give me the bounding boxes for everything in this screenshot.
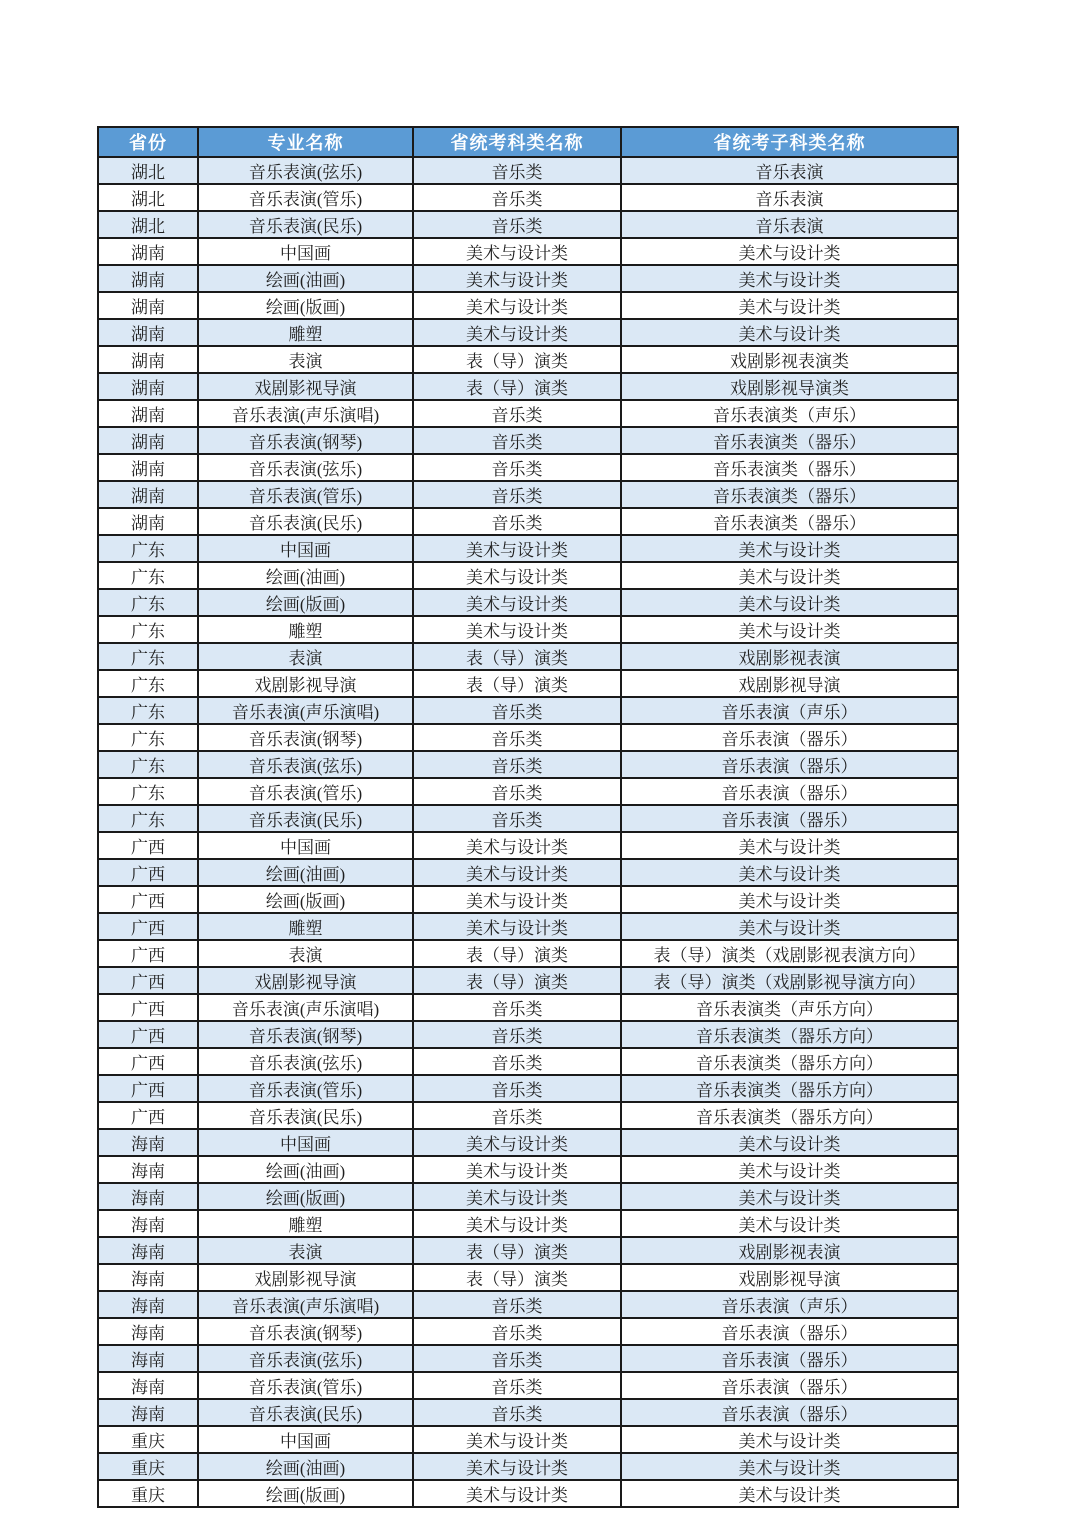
- table-cell: 广西: [98, 886, 198, 913]
- header-cell-major-name: 专业名称: [198, 127, 413, 157]
- table-cell: 广东: [98, 805, 198, 832]
- table-cell: 美术与设计类: [621, 1453, 958, 1480]
- table-cell: 音乐类: [413, 157, 621, 184]
- table-cell: 广东: [98, 670, 198, 697]
- table-cell: 音乐表演(弦乐): [198, 157, 413, 184]
- table-cell: 音乐类: [413, 778, 621, 805]
- table-row: [98, 1210, 958, 1237]
- table-row: [98, 1399, 958, 1426]
- table-cell: 音乐类: [413, 724, 621, 751]
- table-cell: 音乐表演(管乐): [198, 481, 413, 508]
- table-cell: 中国画: [198, 535, 413, 562]
- table-cell: 美术与设计类: [621, 319, 958, 346]
- table-row: [98, 1480, 958, 1507]
- table-cell: 美术与设计类: [621, 1426, 958, 1453]
- table-cell: 湖北: [98, 184, 198, 211]
- table-row: [98, 265, 958, 292]
- table-cell: 戏剧影视导演: [198, 1264, 413, 1291]
- table-cell: 雕塑: [198, 616, 413, 643]
- table-cell: 戏剧影视表演: [621, 1237, 958, 1264]
- table-cell: 湖南: [98, 292, 198, 319]
- table-cell: 音乐表演类（器乐方向）: [621, 1075, 958, 1102]
- table-cell: 海南: [98, 1237, 198, 1264]
- table-cell: 绘画(油画): [198, 859, 413, 886]
- table-cell: 音乐表演(声乐演唱): [198, 994, 413, 1021]
- table-cell: 中国画: [198, 1426, 413, 1453]
- table-cell: 美术与设计类: [621, 832, 958, 859]
- table-cell: 音乐表演（器乐）: [621, 1345, 958, 1372]
- table-cell: 音乐表演(民乐): [198, 211, 413, 238]
- table-cell: 音乐表演(管乐): [198, 1372, 413, 1399]
- table-row: [98, 1453, 958, 1480]
- table-cell: 广西: [98, 1075, 198, 1102]
- table-row: [98, 508, 958, 535]
- table-cell: 表演: [198, 1237, 413, 1264]
- table-cell: 音乐类: [413, 1102, 621, 1129]
- table-cell: 重庆: [98, 1480, 198, 1507]
- table-cell: 美术与设计类: [413, 562, 621, 589]
- table-cell: 美术与设计类: [621, 616, 958, 643]
- table-cell: 湖南: [98, 346, 198, 373]
- table-header-row: [98, 127, 958, 157]
- table-cell: 绘画(油画): [198, 1453, 413, 1480]
- table-cell: 音乐表演类（器乐）: [621, 508, 958, 535]
- table-cell: 美术与设计类: [413, 1426, 621, 1453]
- table-cell: 音乐类: [413, 1048, 621, 1075]
- table-cell: 音乐表演(声乐演唱): [198, 1291, 413, 1318]
- table-cell: 美术与设计类: [621, 1156, 958, 1183]
- table-cell: 戏剧影视导演: [198, 967, 413, 994]
- table-row: [98, 886, 958, 913]
- table-cell: 戏剧影视导演: [621, 1264, 958, 1291]
- table-cell: 音乐表演(弦乐): [198, 454, 413, 481]
- table-row: [98, 697, 958, 724]
- table-cell: 广东: [98, 643, 198, 670]
- table-cell: 广西: [98, 994, 198, 1021]
- table-cell: 音乐类: [413, 508, 621, 535]
- table-cell: 广西: [98, 1102, 198, 1129]
- table-cell: 雕塑: [198, 913, 413, 940]
- table-row: [98, 319, 958, 346]
- table-row: [98, 400, 958, 427]
- table-cell: 中国画: [198, 832, 413, 859]
- table-cell: 海南: [98, 1129, 198, 1156]
- table-row: [98, 778, 958, 805]
- table-row: [98, 616, 958, 643]
- table-cell: 中国画: [198, 238, 413, 265]
- table-cell: 湖南: [98, 319, 198, 346]
- table-row: [98, 1318, 958, 1345]
- table-row: [98, 832, 958, 859]
- table-cell: 广东: [98, 697, 198, 724]
- table-row: [98, 643, 958, 670]
- table-row: [98, 967, 958, 994]
- table-cell: 表演: [198, 940, 413, 967]
- table-cell: 音乐类: [413, 1399, 621, 1426]
- table-cell: 音乐类: [413, 1075, 621, 1102]
- table-row: [98, 292, 958, 319]
- table-cell: 戏剧影视导演: [621, 670, 958, 697]
- table-cell: 表（导）演类: [413, 967, 621, 994]
- table-cell: 音乐表演(弦乐): [198, 751, 413, 778]
- table-cell: 美术与设计类: [413, 886, 621, 913]
- table-cell: 音乐表演(民乐): [198, 805, 413, 832]
- table-cell: 湖南: [98, 400, 198, 427]
- table-cell: 表（导）演类: [413, 346, 621, 373]
- table-cell: 音乐表演: [621, 211, 958, 238]
- table-cell: 音乐表演(弦乐): [198, 1048, 413, 1075]
- table-cell: 表（导）演类: [413, 643, 621, 670]
- table-cell: 美术与设计类: [621, 535, 958, 562]
- table-cell: 美术与设计类: [621, 1129, 958, 1156]
- table-cell: 绘画(版画): [198, 886, 413, 913]
- table-cell: 音乐类: [413, 697, 621, 724]
- table-cell: 音乐表演(管乐): [198, 184, 413, 211]
- table-row: [98, 427, 958, 454]
- header-cell-province: 省份: [98, 127, 198, 157]
- table-cell: 音乐类: [413, 994, 621, 1021]
- table-cell: 音乐类: [413, 1345, 621, 1372]
- table-cell: 绘画(油画): [198, 562, 413, 589]
- table-cell: 音乐表演(民乐): [198, 508, 413, 535]
- table-cell: 美术与设计类: [413, 1129, 621, 1156]
- table-cell: 广东: [98, 724, 198, 751]
- table-row: [98, 1345, 958, 1372]
- table-row: [98, 184, 958, 211]
- table-row: [98, 1426, 958, 1453]
- table-cell: 重庆: [98, 1426, 198, 1453]
- table-cell: 美术与设计类: [413, 1453, 621, 1480]
- table-row: [98, 1129, 958, 1156]
- table-cell: 海南: [98, 1210, 198, 1237]
- table-cell: 美术与设计类: [413, 1480, 621, 1507]
- table-cell: 美术与设计类: [621, 589, 958, 616]
- table-cell: 湖南: [98, 373, 198, 400]
- table-cell: 广东: [98, 589, 198, 616]
- table-cell: 海南: [98, 1318, 198, 1345]
- table-row: [98, 157, 958, 184]
- table-cell: 音乐类: [413, 1291, 621, 1318]
- table-cell: 绘画(版画): [198, 1480, 413, 1507]
- table-row: [98, 1102, 958, 1129]
- table-cell: 音乐表演（声乐）: [621, 1291, 958, 1318]
- table-cell: 表演: [198, 643, 413, 670]
- table-cell: 广西: [98, 940, 198, 967]
- table-row: [98, 454, 958, 481]
- table-cell: 广东: [98, 616, 198, 643]
- table-cell: 美术与设计类: [621, 562, 958, 589]
- table-cell: 音乐表演(钢琴): [198, 1021, 413, 1048]
- table-cell: 音乐类: [413, 454, 621, 481]
- table-row: [98, 535, 958, 562]
- table-cell: 音乐表演类（器乐方向）: [621, 1021, 958, 1048]
- table-cell: 绘画(版画): [198, 292, 413, 319]
- table-row: [98, 1264, 958, 1291]
- table-row: [98, 805, 958, 832]
- table-cell: 美术与设计类: [621, 913, 958, 940]
- table-cell: 戏剧影视表演: [621, 643, 958, 670]
- table-cell: 广西: [98, 1021, 198, 1048]
- table-cell: 音乐表演: [621, 157, 958, 184]
- table-cell: 音乐表演(弦乐): [198, 1345, 413, 1372]
- table-cell: 湖南: [98, 454, 198, 481]
- table-cell: 美术与设计类: [413, 1183, 621, 1210]
- table-cell: 音乐表演（器乐）: [621, 751, 958, 778]
- table-body: [98, 157, 958, 1507]
- header-cell-exam-category: 省统考科类名称: [413, 127, 621, 157]
- table-cell: 广西: [98, 832, 198, 859]
- table-row: [98, 238, 958, 265]
- table-cell: 广东: [98, 535, 198, 562]
- table-cell: 表（导）演类: [413, 940, 621, 967]
- table-cell: 音乐表演类（器乐）: [621, 427, 958, 454]
- table-cell: 音乐类: [413, 211, 621, 238]
- table-cell: 表（导）演类: [413, 373, 621, 400]
- table-cell: 音乐类: [413, 184, 621, 211]
- table-row: [98, 211, 958, 238]
- table-cell: 音乐表演类（器乐方向）: [621, 1048, 958, 1075]
- table-cell: 美术与设计类: [621, 859, 958, 886]
- table-cell: 海南: [98, 1156, 198, 1183]
- table-cell: 美术与设计类: [413, 913, 621, 940]
- table-cell: 表（导）演类: [413, 1264, 621, 1291]
- table-cell: 绘画(版画): [198, 1183, 413, 1210]
- table-cell: 音乐表演（器乐）: [621, 778, 958, 805]
- table-cell: 美术与设计类: [621, 292, 958, 319]
- table-cell: 美术与设计类: [621, 265, 958, 292]
- table-cell: 音乐类: [413, 481, 621, 508]
- table-cell: 音乐类: [413, 1021, 621, 1048]
- table-cell: 表（导）演类: [413, 1237, 621, 1264]
- header-cell-exam-subcategory: 省统考子科类名称: [621, 127, 958, 157]
- table-cell: 海南: [98, 1291, 198, 1318]
- table-cell: 广西: [98, 913, 198, 940]
- table-cell: 音乐类: [413, 805, 621, 832]
- table-row: [98, 1048, 958, 1075]
- table-cell: 音乐表演（器乐）: [621, 1318, 958, 1345]
- table-cell: 中国画: [198, 1129, 413, 1156]
- table-cell: 戏剧影视导演: [198, 373, 413, 400]
- table-cell: 音乐表演类（器乐）: [621, 454, 958, 481]
- table-row: [98, 481, 958, 508]
- table-cell: 音乐类: [413, 1372, 621, 1399]
- table-cell: 美术与设计类: [413, 859, 621, 886]
- table-cell: 海南: [98, 1345, 198, 1372]
- table-cell: 广西: [98, 1048, 198, 1075]
- table-cell: 广东: [98, 751, 198, 778]
- table-cell: 音乐表演(管乐): [198, 778, 413, 805]
- table-row: [98, 940, 958, 967]
- table-cell: 海南: [98, 1399, 198, 1426]
- table-cell: 美术与设计类: [413, 319, 621, 346]
- table-row: [98, 670, 958, 697]
- table-cell: 海南: [98, 1372, 198, 1399]
- table-cell: 美术与设计类: [413, 238, 621, 265]
- table-cell: 海南: [98, 1264, 198, 1291]
- table-cell: 美术与设计类: [621, 1480, 958, 1507]
- table-cell: 音乐表演(民乐): [198, 1399, 413, 1426]
- table-cell: 音乐表演: [621, 184, 958, 211]
- table-cell: 绘画(油画): [198, 1156, 413, 1183]
- table-cell: 音乐类: [413, 751, 621, 778]
- table-cell: 广东: [98, 562, 198, 589]
- table-cell: 美术与设计类: [413, 589, 621, 616]
- table-cell: 美术与设计类: [621, 1183, 958, 1210]
- table-cell: 音乐表演（器乐）: [621, 805, 958, 832]
- table-cell: 表（导）演类（戏剧影视导演方向）: [621, 967, 958, 994]
- table-row: [98, 994, 958, 1021]
- table-cell: 戏剧影视导演类: [621, 373, 958, 400]
- table-cell: 美术与设计类: [621, 238, 958, 265]
- table-cell: 音乐表演（声乐）: [621, 697, 958, 724]
- table-cell: 音乐表演（器乐）: [621, 724, 958, 751]
- table-cell: 绘画(版画): [198, 589, 413, 616]
- table-cell: 音乐表演(钢琴): [198, 427, 413, 454]
- table-cell: 重庆: [98, 1453, 198, 1480]
- table-row: [98, 913, 958, 940]
- table-cell: 雕塑: [198, 1210, 413, 1237]
- table-cell: 海南: [98, 1183, 198, 1210]
- table-row: [98, 1291, 958, 1318]
- table-cell: 音乐表演类（声乐方向）: [621, 994, 958, 1021]
- table-cell: 美术与设计类: [621, 1210, 958, 1237]
- table-cell: 表（导）演类: [413, 670, 621, 697]
- table-cell: 音乐类: [413, 427, 621, 454]
- table-cell: 音乐表演(民乐): [198, 1102, 413, 1129]
- table-row: [98, 1237, 958, 1264]
- table-cell: 美术与设计类: [413, 1210, 621, 1237]
- table-row: [98, 373, 958, 400]
- table-cell: 表演: [198, 346, 413, 373]
- table-row: [98, 1372, 958, 1399]
- table-cell: 湖南: [98, 265, 198, 292]
- table-cell: 美术与设计类: [413, 832, 621, 859]
- table-cell: 广西: [98, 859, 198, 886]
- table-cell: 美术与设计类: [413, 535, 621, 562]
- table-cell: 美术与设计类: [413, 292, 621, 319]
- table-row: [98, 859, 958, 886]
- table-cell: 广东: [98, 778, 198, 805]
- table-cell: 戏剧影视导演: [198, 670, 413, 697]
- table-cell: 音乐表演(声乐演唱): [198, 400, 413, 427]
- table-row: [98, 1156, 958, 1183]
- table-cell: 美术与设计类: [413, 616, 621, 643]
- table-row: [98, 346, 958, 373]
- table-cell: 音乐表演类（器乐方向）: [621, 1102, 958, 1129]
- table-cell: 音乐表演(钢琴): [198, 1318, 413, 1345]
- table-row: [98, 589, 958, 616]
- table-cell: 戏剧影视表演类: [621, 346, 958, 373]
- table-cell: 表（导）演类（戏剧影视表演方向）: [621, 940, 958, 967]
- table-cell: 湖北: [98, 211, 198, 238]
- table-cell: 音乐表演（器乐）: [621, 1399, 958, 1426]
- table-cell: 音乐表演类（声乐）: [621, 400, 958, 427]
- table-cell: 音乐表演（器乐）: [621, 1372, 958, 1399]
- table-cell: 音乐表演类（器乐）: [621, 481, 958, 508]
- table-cell: 湖南: [98, 481, 198, 508]
- table-cell: 音乐表演(声乐演唱): [198, 697, 413, 724]
- table-row: [98, 562, 958, 589]
- table-cell: 音乐表演(管乐): [198, 1075, 413, 1102]
- table-cell: 音乐表演(钢琴): [198, 724, 413, 751]
- table-row: [98, 1183, 958, 1210]
- table-cell: 绘画(油画): [198, 265, 413, 292]
- table-cell: 湖北: [98, 157, 198, 184]
- table-cell: 湖南: [98, 508, 198, 535]
- table-row: [98, 1075, 958, 1102]
- table-cell: 美术与设计类: [413, 265, 621, 292]
- table-cell: 美术与设计类: [413, 1156, 621, 1183]
- table-row: [98, 1021, 958, 1048]
- exam-category-table: [97, 126, 959, 1508]
- table-cell: 湖南: [98, 427, 198, 454]
- table-cell: 音乐类: [413, 400, 621, 427]
- table-cell: 广西: [98, 967, 198, 994]
- table-cell: 雕塑: [198, 319, 413, 346]
- table-header: [98, 127, 958, 157]
- table-cell: 音乐类: [413, 1318, 621, 1345]
- table-cell: 美术与设计类: [621, 886, 958, 913]
- table-row: [98, 724, 958, 751]
- table-row: [98, 751, 958, 778]
- table-cell: 湖南: [98, 238, 198, 265]
